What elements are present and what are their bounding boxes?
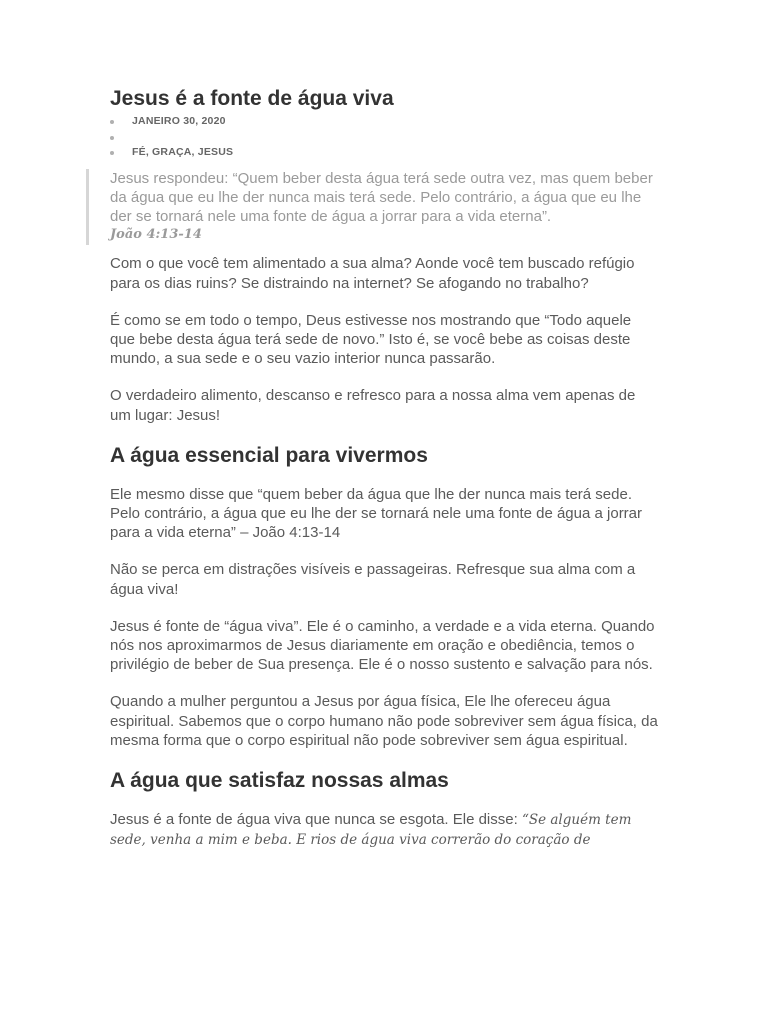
article (110, 86, 658, 850)
section2-paragraph-1 (110, 810, 658, 850)
section-heading-2: A água que satisfaz nossas almas (110, 769, 449, 793)
section-heading-1: A água essencial para vivermos (110, 443, 428, 467)
section1-paragraph-4: Quando a mulher perguntou a Jesus por água física, Ele lhe ofereceu água espiritual. Sabemos que o corpo humano não pode sobreviver sem água física, da mesma forma que o corpo espiritual não pode sobreviver sem água espiritual. (110, 693, 658, 749)
post-meta-empty (132, 130, 658, 146)
article-title: Jesus é a fonte de água viva (110, 87, 394, 110)
section2-paragraph-text: Jesus é a fonte de água viva que nunca se esgota. Ele disse: (110, 811, 522, 829)
post-meta (110, 114, 658, 161)
section1-paragraph-2: Não se perca em distrações visíveis e passageiras. Refresque sua alma com a água viva! (110, 561, 636, 598)
paragraph-1: Com o que você tem alimentado a sua alma? Aonde você tem buscado refúgio para os dias ruins? Se distraindo na internet? Se afogando no trabalho? (110, 255, 635, 292)
scripture-blockquote (110, 169, 658, 245)
paragraph-3: O verdadeiro alimento, descanso e refresco para a nossa alma vem apenas de um lugar: Jesus! (110, 387, 636, 424)
section1-paragraph-1: Ele mesmo disse que “quem beber da água que lhe der nunca mais terá sede. Pelo contrário, a água que eu lhe der se tornará nele uma fonte de água a jorrar para a vida eterna” – João 4:13-14 (110, 485, 643, 542)
post-categories[interactable]: FÉ, GRAÇA, JESUS (132, 145, 658, 161)
blockquote-bar (86, 169, 89, 245)
paragraph-2: É como se em todo o tempo, Deus estivesse nos mostrando que “Todo aquele que bebe desta água terá sede de novo.” Isto é, se você bebe as coisas deste mundo, a sua sede e o seu vazio interior nunca passarão. (110, 311, 632, 368)
section2-scripture-quote: “Se alguém tem sede, venha a mim e beba. E rios de água viva correrão do coração de (110, 812, 632, 849)
post-date: JANEIRO 30, 2020 (132, 114, 658, 130)
section1-paragraph-3: Jesus é fonte de “água viva”. Ele é o caminho, a verdade e a vida eterna. Quando nós nos aproximarmos de Jesus diariamente em oração e obediência, temos o privilégio de beber de Sua presença. Ele é o nosso sustento e salvação para nós. (110, 617, 655, 674)
blockquote-text: Jesus respondeu: “Quem beber desta água terá sede outra vez, mas quem beber da água que eu lhe der nunca mais terá sede. Pelo contrário, a água que eu lhe der se tornará nele uma fonte de água a jorrar para a vida eterna”. (110, 169, 653, 226)
blockquote-citation: João 4:13-14 (110, 227, 202, 243)
